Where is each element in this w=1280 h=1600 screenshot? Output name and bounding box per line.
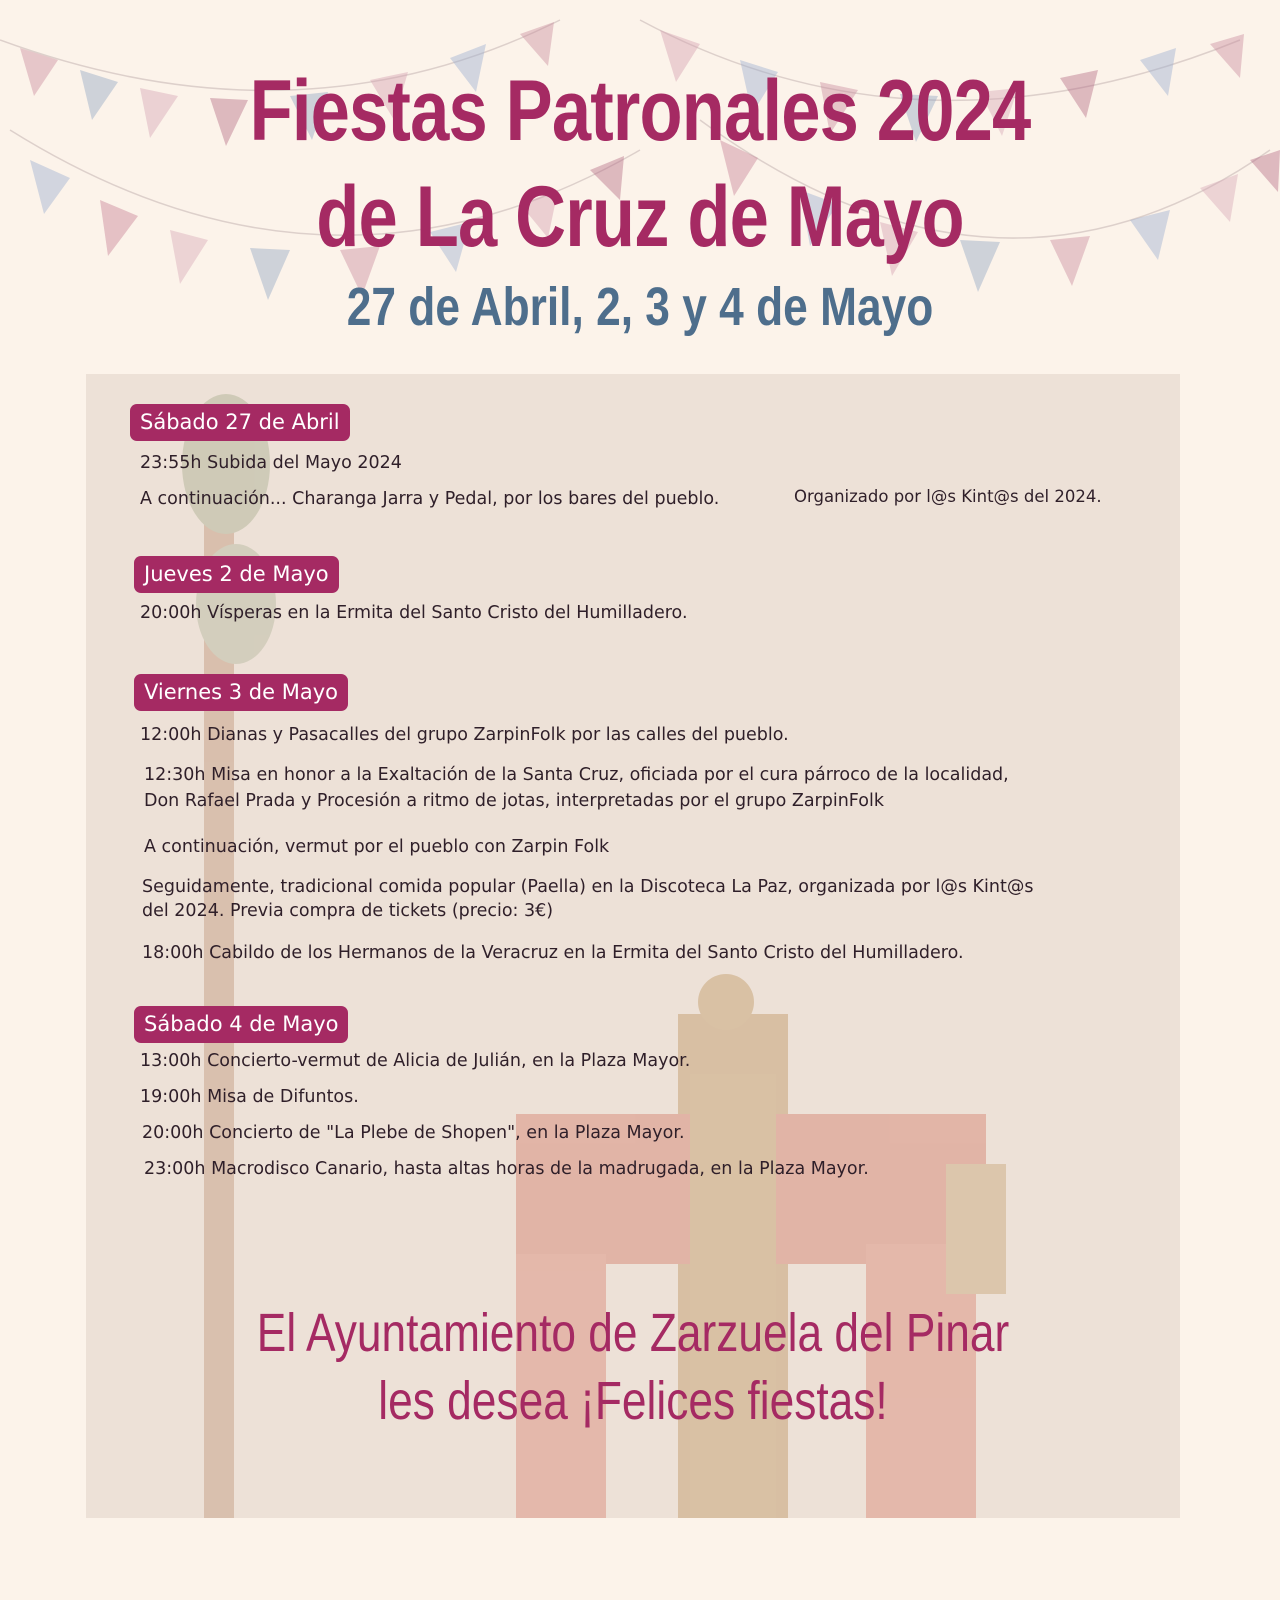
program-panel [86, 374, 1180, 1518]
event-item: 20:00h Vísperas en la Ermita del Santo Cristo del Humilladero. [140, 603, 688, 623]
day-heading: Jueves 2 de Mayo [134, 556, 339, 593]
event-item: A continuación, vermut por el pueblo con Zarpin Folk [144, 837, 610, 857]
event-item: 18:00h Cabildo de los Hermanos de la Veracruz en la Ermita del Santo Cristo del Humilladero. [142, 943, 964, 963]
event-item: 12:30h Misa en honor a la Exaltación de la Santa Cruz, oficiada por el cura párroco de la localidad, [144, 765, 1009, 785]
day-heading: Viernes 3 de Mayo [134, 674, 348, 711]
event-item: 23:55h Subida del Mayo 2024 [140, 453, 402, 473]
event-item: 12:00h Dianas y Pasacalles del grupo ZarpinFolk por las calles del pueblo. [140, 725, 789, 745]
event-item: A continuación... Charanga Jarra y Pedal, por los bares del pueblo. [140, 489, 720, 509]
event-item: 19:00h Misa de Difuntos. [140, 1087, 359, 1107]
day-heading: Sábado 4 de Mayo [134, 1006, 348, 1043]
event-item: 20:00h Concierto de "La Plebe de Shopen", en la Plaza Mayor. [142, 1123, 685, 1143]
event-item: 23:00h Macrodisco Canario, hasta altas horas de la madrugada, en la Plaza Mayor. [144, 1159, 869, 1179]
event-item: 13:00h Concierto-vermut de Alicia de Julián, en la Plaza Mayor. [140, 1051, 691, 1071]
event-item: Seguidamente, tradicional comida popular (Paella) en la Discoteca La Paz, organizada por l@s Kint@s [142, 877, 1034, 897]
day-heading: Sábado 27 de Abril [130, 404, 350, 441]
event-item: del 2024. Previa compra de tickets (precio: 3€) [142, 901, 554, 921]
closing-wishes: les desea ¡Felices fiestas! [378, 1371, 888, 1431]
closing-message: El Ayuntamiento de Zarzuela del Pinar [256, 1303, 1010, 1363]
page-title: Fiestas Patronales 2024 [249, 63, 1031, 159]
page-subtitle: de La Cruz de Mayo [316, 169, 964, 265]
organizer-note: Organizado por l@s Kint@s del 2024. [794, 487, 1102, 506]
event-item: Don Rafael Prada y Procesión a ritmo de jotas, interpretadas por el grupo ZarpinFolk [144, 791, 884, 811]
festival-dates: 27 de Abril, 2, 3 y 4 de Mayo [346, 277, 934, 337]
